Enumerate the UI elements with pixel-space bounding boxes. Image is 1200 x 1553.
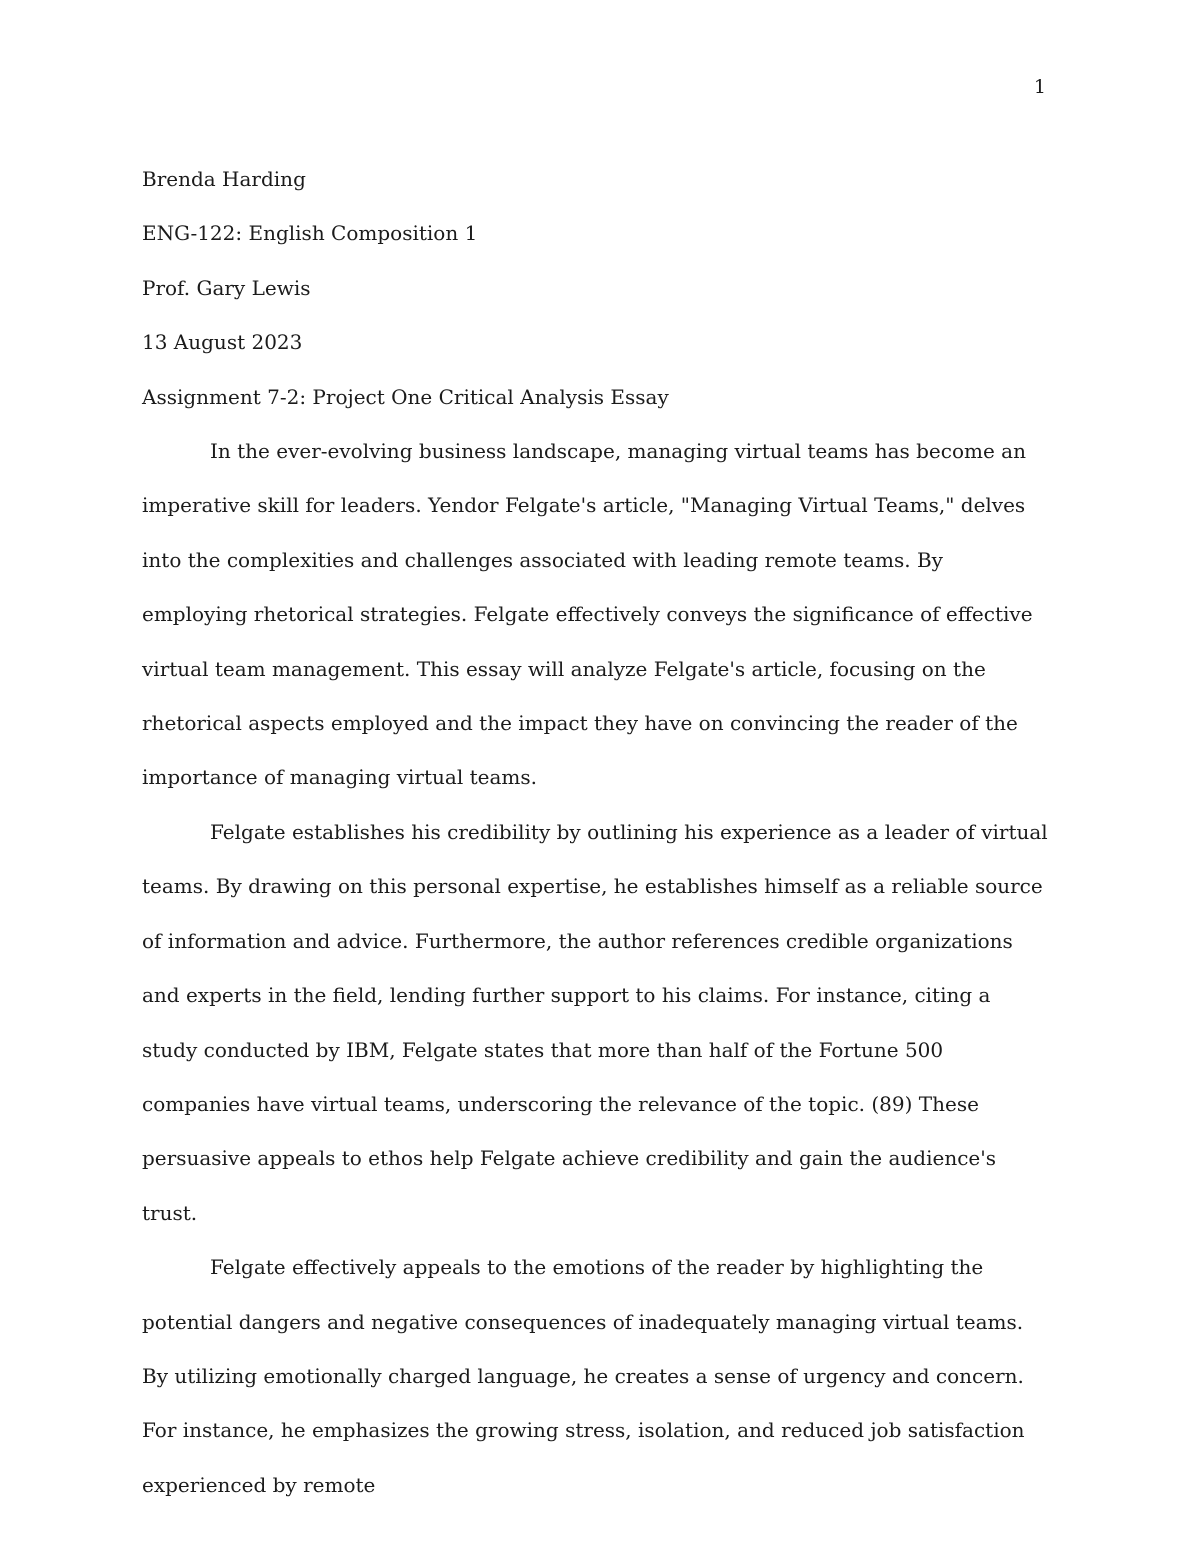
student-name: Brenda Harding <box>142 167 306 191</box>
course-name: ENG-122: English Composition 1 <box>142 221 478 246</box>
body-paragraph: Felgate effectively appeals to the emotions of the reader by highlighting the potential dangers and negative consequences of inadequately managing virtual teams. By utilizing emotionally charged language, he creates a sense of urgency and concern. For instance, he emphasizes the growing stress, isolation, and reduced job satisfaction experienced by remote <box>142 1255 1025 1497</box>
submission-date: 13 August 2023 <box>142 330 303 355</box>
professor-name: Prof. Gary Lewis <box>142 275 311 300</box>
body-paragraph: In the ever-evolving business landscape, managing virtual teams has become an imperative skill for leaders. Yendor Felgate's article, "Managing Virtual Teams," delves into the complexities and challenges associated with leading remote teams. By employing rhetorical strategies. Felgate effectively conveys the significance of effective virtual team management. This essay will analyze Felgate's article, focusing on the rhetorical aspects employed and the impact they have on convincing the reader of the importance of managing virtual teams. <box>142 439 1033 790</box>
document-content <box>142 152 1052 1512</box>
assignment-title: Assignment 7-2: Project One Critical Analysis Essay <box>142 384 669 409</box>
body-paragraph: Felgate establishes his credibility by outlining his experience as a leader of virtual teams. By drawing on this personal expertise, he establishes himself as a reliable source of information and advice. Furthermore, the author references credible organizations and experts in the field, lending further support to his claims. For instance, citing a study conducted by IBM, Felgate states that more than half of the Fortune 500 companies have virtual teams, underscoring the relevance of the topic. (89) These persuasive appeals to ethos help Felgate achieve credibility and gain the audience's trust. <box>142 819 1048 1225</box>
page-number: 1 <box>1033 76 1046 98</box>
